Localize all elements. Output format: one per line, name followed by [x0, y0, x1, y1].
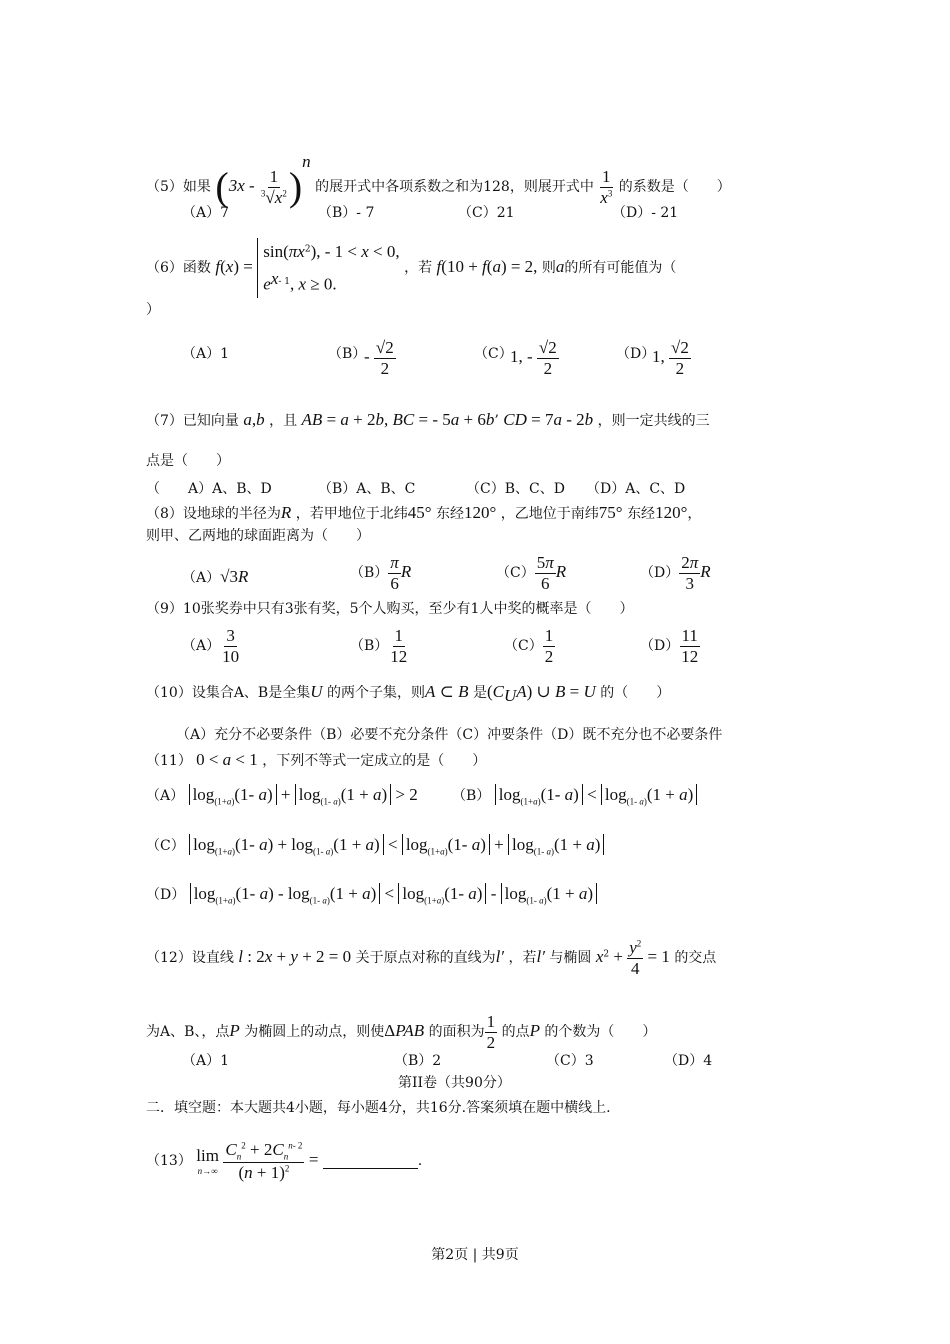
section-title: 第II卷（共90分） [398, 1075, 511, 1091]
q12-option-a: （A）1 [182, 1053, 230, 1069]
q5-stem: （5）如果 (3x - $\frac{1}{^3√x^2}$ )$^n$ 的展开式中各项系数之和为128，则展开式中 $\frac{1}{x^3}$ 的系数是（ ） [146, 152, 731, 209]
q8-option-a: （A）√3R [182, 567, 249, 586]
q7-option-b: （B）A、B、C [318, 481, 416, 497]
q12-option-b: （B）2 [394, 1053, 442, 1069]
q12-option-d: （D）4 [664, 1053, 713, 1069]
q8-option-c: （C） $\frac{5\pi}{6}$ R [496, 553, 567, 593]
q10-options: （A）充分不必要条件（B）必要不充分条件（C）冲要条件（D）既不充分也不必要条件 [176, 727, 723, 743]
q8-wrap: 则甲、乙两地的球面距离为（ ） [146, 528, 370, 544]
q8-stem: （8）设地球的半径为R ，若甲地位于北纬45° 东经120° ，乙地位于南纬75° 东经120°， [146, 503, 702, 522]
q7-option-c: （C）B、C、D [466, 481, 565, 497]
section-instructions: 二．填空题：本大题共4小题，每小题4分，共16分.答案须填在题中横线上. [146, 1100, 611, 1116]
q12-stem: （12）设直线 l : 2x + y + 2 = 0 关于原点对称的直线为l′ ，若l′ 与椭圆 $x^2$ + $\frac{y^2}{4}$ = 1 的交点 [146, 938, 717, 978]
page-footer: 第2页 | 共9页 [431, 1247, 519, 1263]
q11-option-d: （D） $\log_{(1+a)}(1-$ $a) - \log_{(1- a)}(1 + a) < \log_{(1+a)}(1-$ $a) - \log_{(1- a)}(1 + a)$ [146, 884, 597, 905]
q6-option-c: （C） [474, 346, 513, 362]
q13-stem: （13） lim n→∞ $\frac{C_n^2 + 2C_n^{n- 2}}{(n + 1)^2}$ = . [146, 1140, 423, 1182]
q11-option-a: （A） $\log_{(1+a)}(1-$ $a) + \log_{(1- a)}(1 + a) > 2$ [146, 785, 418, 807]
q11-option-c: （C） $\log_{(1+a)}(1-$ $a) + \log_{(1- a)}(1 + a) < \log_{(1+a)}(1-$ $a) + \log_{(1- a)}(1 + a)$ [146, 835, 604, 856]
q13-answer-blank[interactable] [323, 1154, 418, 1169]
q7-stem: （7）已知向量 a,b ，且 AB = a + 2b, BC = - 5a + 6b’ CD = 7a - 2b ，则一定共线的三 [146, 410, 710, 429]
q9-stem: （9）10张奖券中只有3张有奖，5个人购买，至少有1人中奖的概率是（ ） [146, 601, 634, 617]
q11-option-b: （B） $\log_{(1+a)}(1-$ $a) < \log_{(1- a)}(1 + a)$ [452, 785, 697, 806]
q9-option-a: （A） $\frac{3}{10}$ [182, 626, 240, 666]
q9-option-d: （D） $\frac{11}{12}$ [640, 626, 699, 666]
q8-option-b: （B） $\frac{\pi}{6}$ R [350, 553, 412, 593]
q6-option-b: （B） [328, 346, 367, 362]
q11-stem: （11） 0 < a < 1 ，下列不等式一定成立的是（ ） [146, 750, 487, 769]
q12-option-c: （C）3 [546, 1053, 594, 1069]
q6-stem: （6）函数 $f(x) = \sin(\pi x^2)$, - 1 < x < 0, $e^{x- 1}$, x ≥ 0. ，若 f(10 + f(a) = 2, 则a的所有可能值为（ [146, 238, 676, 298]
q5-option-b: （B）- 7 [318, 205, 375, 221]
q10-stem: （10）设集合A、B是全集U 的两个子集，则A ⊂ B 是$(C_UA)$ ∪ B = U 的（ ） [146, 682, 671, 705]
q6-option-b-value: - $\frac{√2}{2}$ [364, 338, 394, 378]
q5-option-a: （A）7 [182, 205, 230, 221]
q7-option-d: （D）A、C、D [586, 481, 686, 497]
q12-line2: 为A、B、，点P 为椭圆上的动点，则使ΔPAB 的面积为 $\frac{1}{2}$ 的点P 的个数为（ ） [146, 1012, 657, 1052]
q5-option-c: （C）21 [458, 205, 515, 221]
q5-option-d: （D）- 21 [612, 205, 679, 221]
q8-option-d: （D） $\frac{2\pi}{3}$ R [640, 553, 711, 593]
q6-option-a: （A）1 [182, 346, 230, 362]
q7-option-a: （ A）A、B、D [146, 481, 272, 497]
q6-option-d: （D） [616, 346, 656, 362]
q6-option-c-value: 1, - $\frac{√2}{2}$ [510, 338, 557, 378]
q6-wrap: ） [146, 302, 160, 318]
q9-option-c: （C） $\frac{1}{2}$ [504, 626, 554, 666]
q7-wrap: 点是（ ） [146, 453, 230, 469]
q6-option-d-value: 1, $\frac{√2}{2}$ [652, 338, 689, 378]
q9-option-b: （B） $\frac{1}{12}$ [350, 626, 408, 666]
